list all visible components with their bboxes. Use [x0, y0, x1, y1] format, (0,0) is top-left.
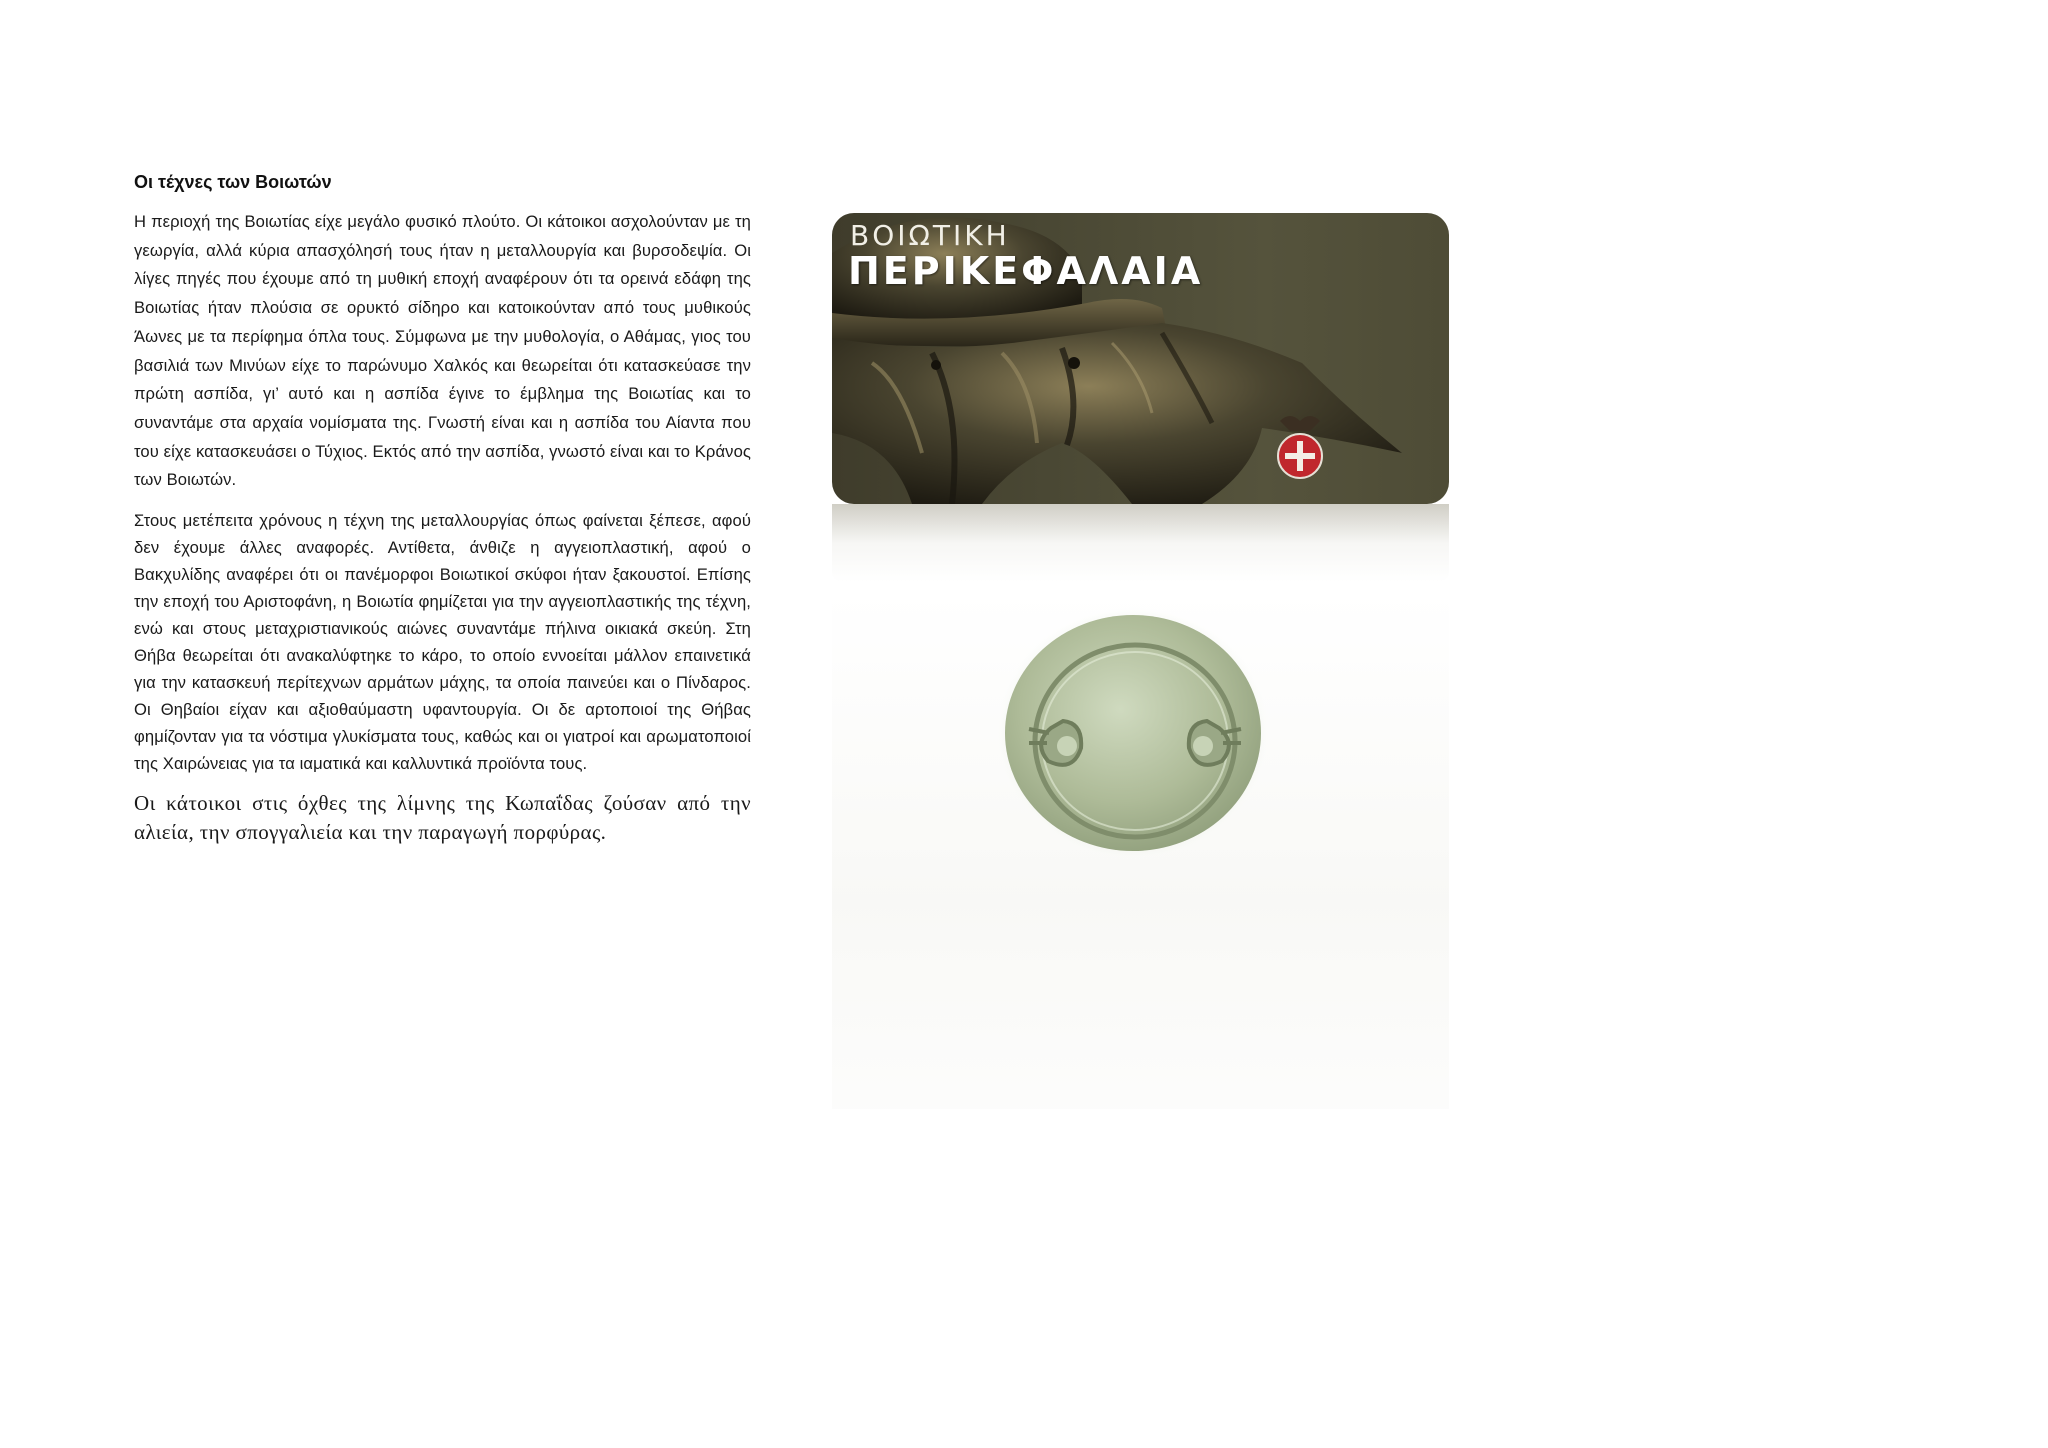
banner-reflection — [832, 504, 1449, 582]
text-column — [134, 170, 751, 847]
boeotian-shield-coin-icon — [993, 603, 1273, 863]
helmet-banner-image — [832, 213, 1449, 504]
section-heading: Οι τέχνες των Βοιωτών — [134, 172, 332, 192]
paragraph-pottery: Στους μετέπειτα χρόνους η τέχνη της μεταλλουργίας όπως φαίνεται ξέπεσε, αφού δεν έχουμε άλλες αναφορές. Αντίθετα, άνθιζε η αγγειοπλαστική, αφού ο Βακχυλίδης αναφέρει ότι οι πανέμορφοι Βοιωτικοί σκύφοι ήταν ξακουστοί. Επίσης την εποχή του Αριστοφάνη, η Βοιωτία φημίζεται για την αγγειοπλαστικής της τέχνη, ενώ και στους μεταχριστιανικούς αιώνες συναντάμε πήλινα οικιακά σκεύη. Στη Θήβα θεωρείται ότι ανακαλύφτηκε το κάρο, το οποίο εννοείται μάλλον επαινετικά για την κατασκευή περίτεχνων αρμάτων μάχης, τα οποία παινεύει και ο Πίνδαρος. Οι Θηβαίοι είχαν και αξιοθαύμαστη υφαντουργία. Οι δε αρτοποιοί της Θήβας φημίζονταν για τα νόστιμα γλυκίσματα τους, καθώς και οι γιατροί και αρωματοποιοί της Χαιρώνειας για τα ιαματικά και καλλυντικά προϊόντα τους. — [134, 511, 751, 774]
paragraph-kopais: Οι κάτοικοι στις όχθες της λίμνης της Κωπαΐδας ζούσαν από την αλιεία, την σπογγαλιεία και την παραγωγή πορφύρας. — [134, 791, 751, 845]
cross-emblem-icon — [1278, 416, 1322, 478]
banner-title-line2: ΠΕΡΙΚΕΦΑΛΑΙΑ — [848, 249, 1204, 293]
paragraph-metallurgy: Η περιοχή της Βοιωτίας είχε μεγάλο φυσικό πλούτο. Οι κάτοικοι ασχολούνταν με τη γεωργία, αλλά κύρια απασχόλησή τους ήταν η μεταλλουργία και βυρσοδεψία. Οι λίγες πηγές που έχουμε από τη μυθική εποχή αναφέρουν ότι τα ορεινά εδάφη της Βοιωτίας ήταν πλούσια σε ορυκτό σίδηρο και κατοικούνταν από τους μυθικούς Άωνες με τα περίφημα όπλα τους. Σύμφωνα με την μυθολογία, ο Αθάμας, γιος του βασιλιά των Μινύων είχε το παρώνυμο Χαλκός και θεωρείται ότι κατασκεύασε την πρώτη ασπίδα, γι’ αυτό και η ασπίδα έγινε το έμβλημα της Βοιωτίας και το συναντάμε στα αρχαία νομίσματα της. Γνωστή είναι και η ασπίδα του Αίαντα που του είχε κατασκευάσει ο Τύχιος. Εκτός από την ασπίδα, γνωστό είναι και το Κράνος των Βοιωτών. — [134, 212, 751, 490]
banner-title-line1: ΒΟΙΩΤΙΚΗ — [850, 219, 1010, 252]
